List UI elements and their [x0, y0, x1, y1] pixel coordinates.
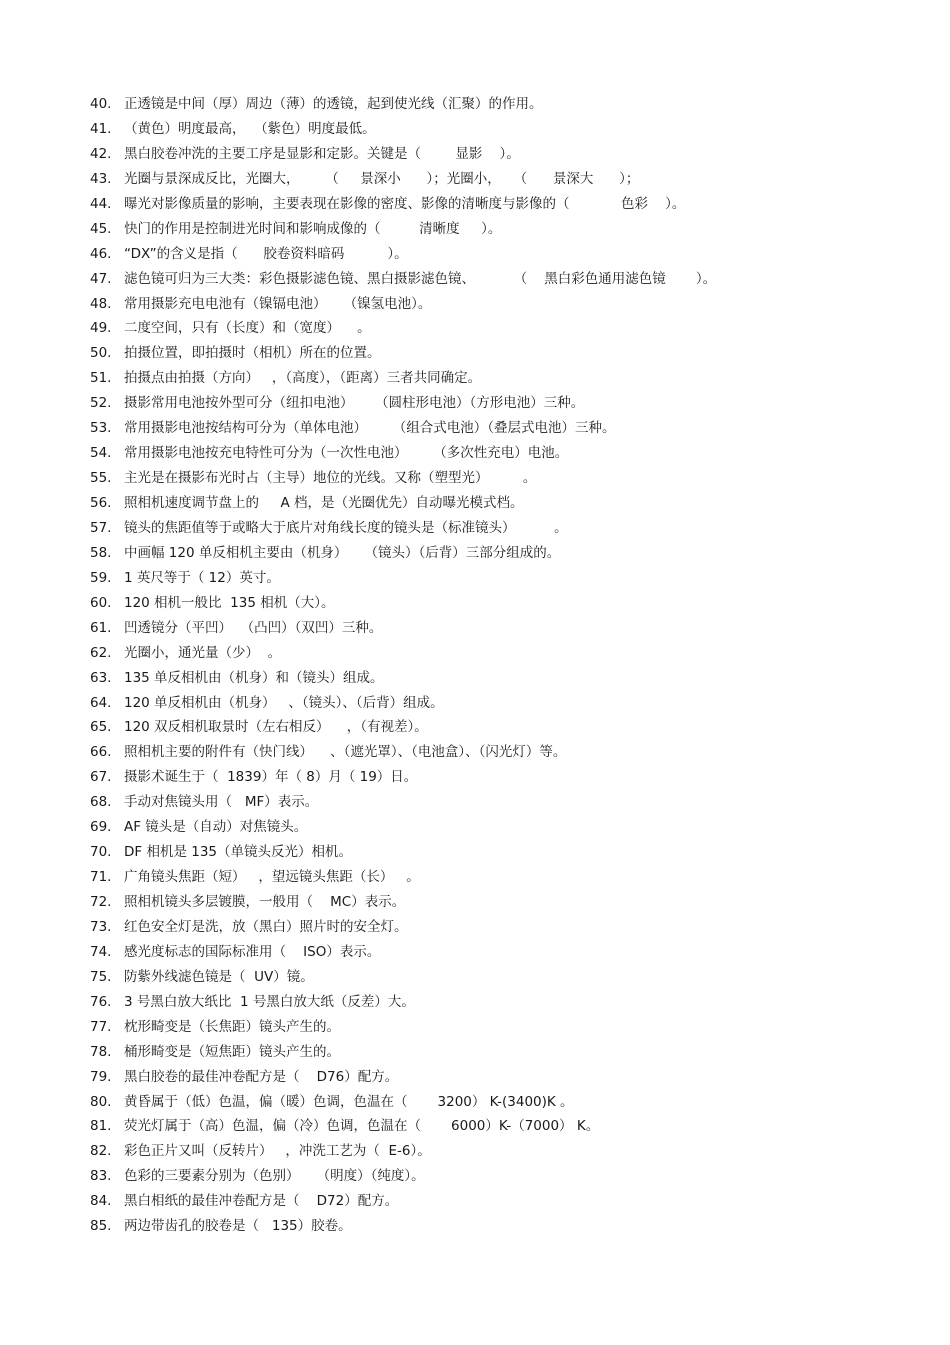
list-item: [90, 341, 930, 366]
item-text: 135 单反相机由（机身）和（镜头）组成。: [124, 669, 384, 686]
item-text: 色彩的三要素分别为（色别） （明度）（纯度）。: [124, 1168, 425, 1185]
list-item: [90, 1114, 930, 1139]
list-item: [90, 691, 930, 716]
item-number: 50.: [90, 345, 112, 362]
item-number: 56.: [90, 495, 112, 511]
item-text: 黑白相纸的最佳冲卷配方是（ D72）配方。: [124, 1193, 399, 1210]
item-text: 黑白胶卷的最佳冲卷配方是（ D76）配方。: [124, 1068, 399, 1085]
item-number: 81.: [90, 1118, 112, 1135]
item-number: 77.: [90, 1018, 112, 1035]
list-item: [90, 441, 930, 466]
list-item: [90, 167, 930, 192]
item-number: 48.: [90, 295, 112, 312]
item-number: 44.: [90, 195, 112, 212]
item-number: 55.: [90, 470, 112, 487]
item-number: 49.: [90, 320, 112, 337]
list-item: [90, 1214, 930, 1239]
list-item: [90, 391, 930, 416]
item-text: 摄影常用电池按外型可分（纽扣电池） （圆柱形电池）（方形电池）三种。: [124, 395, 585, 412]
item-number: 80.: [90, 1093, 112, 1110]
item-text: DF 相机是 135（单镜头反光）相机。: [124, 844, 353, 861]
item-text: 常用摄影电池按充电特性可分为（一次性电池） （多次性充电）电池。: [124, 445, 569, 462]
item-number: 45.: [90, 220, 112, 237]
item-number: 63.: [90, 669, 112, 686]
list-item: [90, 815, 930, 840]
item-number: 84.: [90, 1193, 112, 1210]
item-text: 彩色正片又叫（反转片） ，冲洗工艺为（ E-6）。: [124, 1143, 431, 1160]
list-item: [90, 990, 930, 1015]
item-text: 快门的作用是控制进光时间和影响成像的（ 清晰度 ）。: [124, 220, 502, 237]
item-number: 69.: [90, 819, 112, 836]
item-number: 66.: [90, 744, 112, 761]
item-text: 红色安全灯是洗，放（黑白）照片时的安全灯。: [124, 918, 408, 935]
list-item: [90, 316, 930, 341]
item-text: 照相机速度调节盘上的 A 档，是（光圈优先）自动曝光模式档。: [124, 495, 524, 511]
item-text: 1 英尺等于（ 12）英寸。: [124, 569, 280, 586]
list-item: [90, 217, 930, 242]
item-number: 61.: [90, 619, 112, 636]
item-number: 53.: [90, 420, 112, 437]
item-text: （黄色）明度最高， （紫色）明度最低。: [124, 120, 376, 137]
item-number: 40.: [90, 96, 112, 112]
item-text: 照相机主要的附件有（快门线） 、（遮光罩）、（电池盒）、（闪光灯）等。: [124, 744, 567, 761]
list-item: [90, 1040, 930, 1065]
list-item: [90, 591, 930, 616]
item-text: 常用摄影电池按结构可分为（单体电池） （组合式电池）（叠层式电池）三种。: [124, 420, 616, 437]
item-text: AF 镜头是（自动）对焦镜头。: [124, 819, 308, 836]
item-number: 75.: [90, 968, 112, 985]
list-item: [90, 92, 930, 117]
item-number: 54.: [90, 445, 112, 462]
list-item: [90, 865, 930, 890]
item-number: 76.: [90, 993, 112, 1010]
list-item: [90, 142, 930, 167]
list-item: [90, 1164, 930, 1189]
item-number: 51.: [90, 370, 112, 387]
item-text: 3 号黑白放大纸比 1 号黑白放大纸（反差）大。: [124, 993, 415, 1010]
list-item: [90, 1065, 930, 1090]
item-number: 52.: [90, 395, 112, 412]
list-item: [90, 491, 930, 516]
list-item: [90, 192, 930, 217]
item-number: 79.: [90, 1068, 112, 1085]
list-item: [90, 765, 930, 790]
list-item: [90, 516, 930, 541]
item-number: 46.: [90, 245, 112, 262]
item-number: 73.: [90, 918, 112, 935]
item-text: 拍摄点由拍摄（方向） ，（高度），（距离）三者共同确定。: [124, 370, 482, 387]
list-item: [90, 566, 930, 591]
item-text: 感光度标志的国际标准用（ ISO）表示。: [124, 943, 381, 960]
list-item: [90, 416, 930, 441]
item-text: 荧光灯属于（高）色温，偏（冷）色调，色温在（ 6000）K-（7000） K。: [124, 1118, 600, 1135]
item-number: 72.: [90, 894, 112, 910]
item-text: 正透镜是中间（厚）周边（薄）的透镜，起到使光线（汇聚）的作用。: [124, 96, 543, 112]
list-item: [90, 940, 930, 965]
list-item: [90, 840, 930, 865]
item-number: 58.: [90, 544, 112, 561]
item-text: 光圈小，通光量（少） 。: [124, 644, 282, 661]
item-text: 常用摄影充电电池有（镍镉电池） （镍氢电池）。: [124, 295, 432, 312]
list-item: [90, 666, 930, 691]
item-number: 42.: [90, 145, 112, 162]
list-item: [90, 1015, 930, 1040]
list-item: [90, 117, 930, 142]
item-text: 主光是在摄影布光时占（主导）地位的光线。又称（塑型光） 。: [124, 470, 537, 487]
item-text: 枕形畸变是（长焦距）镜头产生的。: [124, 1018, 340, 1035]
item-text: 黄昏属于（低）色温，偏（暖）色调，色温在（ 3200） K-(3400)K 。: [124, 1093, 574, 1110]
item-number: 70.: [90, 844, 112, 861]
list-item: [90, 292, 930, 317]
item-number: 85.: [90, 1218, 112, 1235]
list-item: [90, 740, 930, 765]
list-item: [90, 366, 930, 391]
item-text: 120 单反相机由（机身） 、（镜头）、（后背）组成。: [124, 694, 444, 711]
item-text: 光圈与景深成反比，光圈大， （ 景深小 ）；光圈小， （ 景深大 ）；: [124, 170, 640, 187]
item-number: 78.: [90, 1043, 112, 1060]
item-number: 59.: [90, 569, 112, 586]
list-item: [90, 790, 930, 815]
item-number: 43.: [90, 170, 112, 187]
item-number: 83.: [90, 1168, 112, 1185]
item-number: 47.: [90, 270, 112, 287]
item-number: 57.: [90, 519, 112, 536]
list-item: [90, 641, 930, 666]
item-text: 手动对焦镜头用（ MF）表示。: [124, 794, 319, 811]
list-item: [90, 715, 930, 740]
item-number: 65.: [90, 719, 112, 736]
item-number: 71.: [90, 869, 112, 886]
item-text: “DX”的含义是指（ 胶卷资料暗码 ）。: [124, 245, 408, 262]
list-item: [90, 915, 930, 940]
item-number: 41.: [90, 120, 112, 137]
item-text: 拍摄位置，即拍摄时（相机）所在的位置。: [124, 345, 381, 362]
list-item: [90, 616, 930, 641]
item-text: 两边带齿孔的胶卷是（ 135）胶卷。: [124, 1218, 352, 1235]
item-text: 照相机镜头多层镀膜，一般用（ MC）表示。: [124, 894, 406, 910]
item-text: 中画幅 120 单反相机主要由（机身） （镜头）（后背）三部分组成的。: [124, 544, 561, 561]
list-item: [90, 1189, 930, 1214]
item-text: 广角镜头焦距（短） ，望远镜头焦距（长） 。: [124, 869, 420, 886]
list-item: [90, 267, 930, 292]
list-item: [90, 466, 930, 491]
item-text: 防紫外线滤色镜是（ UV）镜。: [124, 968, 314, 985]
item-number: 67.: [90, 769, 112, 786]
question-list: [90, 92, 930, 1239]
list-item: [90, 1139, 930, 1164]
item-number: 62.: [90, 644, 112, 661]
item-text: 120 相机一般比 135 相机（大）。: [124, 594, 335, 611]
item-text: 曝光对影像质量的影响，主要表现在影像的密度、影像的清晰度与影像的（ 色彩 ）。: [124, 195, 686, 212]
item-text: 二度空间，只有（长度）和（宽度） 。: [124, 320, 371, 337]
item-number: 68.: [90, 794, 112, 811]
item-text: 120 双反相机取景时（左右相反） ，（有视差）。: [124, 719, 428, 736]
list-item: [90, 1090, 930, 1115]
item-text: 黑白胶卷冲洗的主要工序是显影和定影。关键是（ 显影 ）。: [124, 145, 520, 162]
list-item: [90, 242, 930, 267]
item-text: 摄影术诞生于（ 1839）年（ 8）月（ 19）日。: [124, 769, 418, 786]
item-text: 滤色镜可归为三大类：彩色摄影滤色镜、黑白摄影滤色镜、 （ 黑白彩色通用滤色镜 ）。: [124, 270, 717, 287]
item-number: 74.: [90, 943, 112, 960]
item-text: 镜头的焦距值等于或略大于底片对角线长度的镜头是（标准镜头） 。: [124, 519, 568, 536]
list-item: [90, 965, 930, 990]
item-number: 82.: [90, 1143, 112, 1160]
list-item: [90, 541, 930, 566]
list-item: [90, 890, 930, 915]
item-number: 60.: [90, 594, 112, 611]
item-text: 桶形畸变是（短焦距）镜头产生的。: [124, 1043, 340, 1060]
item-number: 64.: [90, 694, 112, 711]
item-text: 凹透镜分（平凹） （凸凹）（双凹）三种。: [124, 619, 383, 636]
